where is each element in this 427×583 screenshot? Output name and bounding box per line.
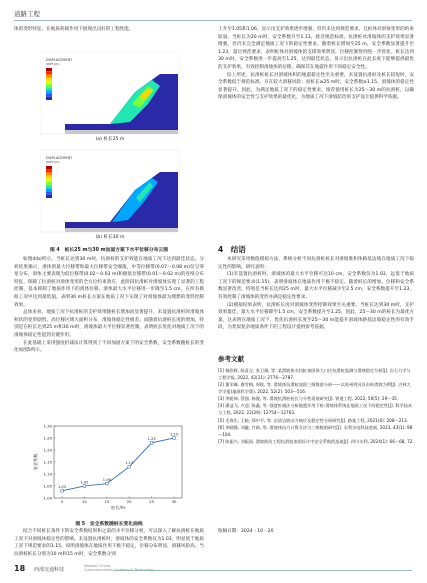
figure-4a-legend xyxy=(46,68,52,100)
data-label: 1.06 xyxy=(102,478,111,482)
figure-5-chart xyxy=(30,418,190,518)
figure-4 xyxy=(40,52,180,242)
figure-4a-panel xyxy=(40,52,180,134)
journal-name: 西部交通科技 xyxy=(34,566,65,573)
figure-4b-legend xyxy=(46,166,52,198)
reference-item: [2] 董军峰, 唐雪梅, 周锐, 等. 滑坡体抗滑桩加固三维数值分析——以贵州剑河县东岭滑坡为例[J]. 吉林大学学报(地球科学版), 2022, 52(2): 503～516. xyxy=(218,382,411,394)
x-tick-label: 20 xyxy=(126,499,132,504)
left-intro: 体的变形特征，在地质荷载作用下展现出良好的工程性能。 xyxy=(14,27,134,32)
y-tick-label: 1.10 xyxy=(43,471,52,477)
figure-4b-label: (b) 桩长30 m xyxy=(95,235,125,240)
data-label: 1.23 xyxy=(147,437,156,442)
journal-name-en-line1: Western China xyxy=(84,564,111,568)
legend-swatch xyxy=(46,71,52,74)
journal-name-en xyxy=(84,564,155,572)
y-axis-label: 安全系数 xyxy=(33,453,38,471)
right-para-3: 本研究采用数值模拟方法，系统分析不同抗滑桩桩长对滑坡堆积体路基边坡在地质工况下稳定性的影响。研究表明： xyxy=(218,257,414,270)
y-tick-label: 1.20 xyxy=(43,447,52,453)
figure-4-caption: 图 4 桩长25 m与30 m加固方案下水平位移分布云图 xyxy=(49,248,169,253)
data-label: 1.05 xyxy=(80,480,89,485)
figure-4a-label: (a) 桩长25 m xyxy=(95,137,125,142)
figure-4a-title: DISPLACEMENT xyxy=(46,58,73,62)
reference-item: [5] 毛春生, 王晓, 郑中平, 等. 岩质边坡动力响应及稳定性分析研究[J]. 路基工程, 2021(6): 208～213. xyxy=(218,417,409,423)
right-para-4: (1)未设置抗滑桩时，滑坡体的最大水平位移可达10 cm，安全系数仅为1.03，远低于地质工况下的规范要求(1.15)，表明滑坡体在地质作用下极不稳定。随着桩长的增加，位移和安全系数显著改善，特别是当桩长达到25 m时，最大水平位移减少至2.5 cm，安全系数提升至1.23，有效控制了滑坡体的变形并满足稳定性要求。 xyxy=(218,272,414,300)
legend-swatch xyxy=(46,68,52,71)
legend-swatch xyxy=(46,78,52,81)
figure-5-caption: 图 5 安全系数随桩长变化曲线 xyxy=(75,522,143,527)
x-tick-label: 15 xyxy=(104,499,110,504)
figure-4b-units: UNIT (m) xyxy=(46,160,60,164)
data-label: 1.13 xyxy=(125,461,134,466)
reference-item: [7] 陈振兴, 刘振国. 滑坡防治工程抗滑桩加固设计中安全系数的选取[J]. 四川水利, 2024(1): 66～68, 72. xyxy=(218,438,414,444)
series-line xyxy=(62,438,174,491)
legend-swatch xyxy=(46,94,52,97)
reference-item: [4] 潘益飞, 卢迎, 陈鑫, 等. 强度折减法分析地震作用下桩-滑坡体系统在地质工况下的稳定性[J]. 科学技术与工程, 2022, 22(29): 12754～12763. xyxy=(218,403,413,416)
section-heading-conclusion: 4 结语 xyxy=(218,245,246,254)
legend-swatch xyxy=(46,192,52,195)
data-point xyxy=(150,442,153,445)
footer-rule xyxy=(114,570,412,571)
figure-4a-units: UNIT (m) xyxy=(46,62,60,66)
legend-swatch xyxy=(46,84,52,87)
legend-swatch xyxy=(46,185,52,188)
reference-item: [6] 李晓静, 刘徽, 甘新, 等. 滑坡体抗力计算方法与三维数值研究[J]. 水利水电科技进展, 2023, 43(1): 98～104. xyxy=(218,424,413,437)
y-tick-label: 1.30 xyxy=(43,423,52,429)
figure-4b-panel xyxy=(40,150,180,232)
x-tick-label: 30 xyxy=(171,499,177,504)
data-point xyxy=(83,485,86,488)
references-heading: 参考文献 xyxy=(218,355,244,363)
y-tick-label: 1.25 xyxy=(43,435,52,441)
right-column-conclusion xyxy=(218,256,414,332)
left-column-bottom xyxy=(14,528,204,558)
plot-frame xyxy=(54,426,182,498)
page-number: 18 xyxy=(14,564,26,573)
x-tick-label: 10 xyxy=(81,499,87,504)
legend-swatch xyxy=(46,74,52,77)
legend-swatch xyxy=(46,169,52,172)
received-date: 收稿日期：2024 - 10 - 20 xyxy=(218,529,274,534)
reference-item: [1] 杨欧辉, 陈喜全, 张卫雄, 等. 某滑坡体支挡桩加固体大口径抗滑桩监测与滑坡稳定分析[J]. 岩石力学与工程学报, 2022, 42(11): 2776～2787. xyxy=(218,368,411,380)
header-rule xyxy=(14,20,412,21)
references-list xyxy=(218,368,414,446)
right-column xyxy=(218,26,414,102)
legend-swatch xyxy=(46,188,52,191)
legend-swatch xyxy=(46,90,52,93)
data-label: 1.03 xyxy=(57,485,67,490)
right-para-5: (2)模拟结果表明，抗滑桩长度对滑坡体变形控制效果至关重要。当桩长达到30 m时，支护效果最佳，最大水平位移降至1.5 cm，安全系数提升至1.25，因此，25～30 m的桩长为最优方案，这表明在地质工况下，优化抗滑桩长度至25～30 m能提升滑坡体路基边坡稳定性的有效手段，为类似复杂地质条件下的工程设计提供参考依据。 xyxy=(218,302,414,331)
legend-swatch xyxy=(46,195,52,198)
y-tick-label: 1.05 xyxy=(43,483,52,489)
y-tick-label: 1.00 xyxy=(43,495,52,501)
legend-swatch xyxy=(46,172,52,175)
data-point xyxy=(173,437,176,440)
x-axis-label: 桩长/m xyxy=(111,505,125,510)
left-para-4: 结合不同桩长条件下的安全系数结果和之前的水平位移分析，可以深入了解抗滑桩在地质工况下对滑坡体稳定性的影响。未设置抗滑桩时，滑坡体的安全系数仅为1.03，明显低于地质工况下规范要求的1.15，说明滑坡体在地质作用下极不稳定，位移分布明显，滑移风险高。当抗滑桩桩长分别为10 m和15 m时，安全系数分别 xyxy=(14,529,204,557)
data-point xyxy=(61,490,64,493)
legend-swatch xyxy=(46,182,52,185)
data-label: 1.25 xyxy=(169,432,179,437)
left-column-lower xyxy=(14,256,204,355)
y-tick-label: 1.15 xyxy=(43,459,52,465)
legend-swatch xyxy=(46,97,52,100)
legend-swatch xyxy=(46,87,52,90)
legend-swatch xyxy=(46,176,52,179)
right-para-2: 综上所述，抗滑桩桩长对滑坡体积的地震稳定性至关重要，未设置抗滑桩及桩长较短时，安全系数低于规范标准，存在较大滑移风险；而桩长≥25 m时，安全系数≥1.15，滑坡体的稳定性显著提升。因此，为满足地质工况下的稳定性要求，推荐使用桩长为25～30 m的抗滑桩，以确保滑坡体的安全性与支护效果的最优化，为地质工况下滑坡防治的支护设计提供科学依据。 xyxy=(218,72,414,101)
reference-item: [3] 李乾坤, 蔡强, 杨俊, 等. 滑坡抗滑桩桩长与分性质规研究[J]. 铁道工程, 2022, 50(5): 29～35. xyxy=(218,396,399,402)
left-para-3: 在此基础上采用强度折减法计算得到了不同加固方案下的安全系数，安全系数随桩长的变化如图5所示。 xyxy=(14,340,204,354)
legend-swatch xyxy=(46,166,52,169)
left-column xyxy=(14,26,204,34)
data-point xyxy=(128,466,131,469)
legend-swatch xyxy=(46,179,52,182)
journal-name-en-line2: Communications Science & Technology xyxy=(84,568,155,573)
left-para-1: 如图4(b)所示，当桩长达到30 m时，抗滑桩的支护效能在地质工况下达到最佳状态。分析结果揭示，滑体的最大位移带和最大位移带安全阈值，中等位移带(0.07～0.08 m)仅呈零星分布，滑体主要表现为低位移带(0.02～0.03 m)和极低位移带(0.01～0.02 m)的连续分布特征，保障了抗滑桩对滑体变形的全方位约束效应，此阶段抗滑桩对滑坡体实现了显著的工程控制，基本抑制了地质作用下的滑体位移。滑体最大水平位移进一步降至1.5 cm，在所有模拟工况中达到最低值。表明30 m桩长方案在地质工况下实现了对滑坡体最为理想的变形控制效果。 xyxy=(14,257,204,308)
running-header: 道路工程 xyxy=(14,10,40,18)
right-para-1: 上升至1.05和1.06，显示出支护效果逐步增强，但仍未达到规范要求，且桩体对滑体变形的约束较弱。当桩长为20 m时，安全系数升至1.13，接近规范标准，抗滑桩对滑坡体的支护效果显著增强，但仍未完全满足地质工况下的稳定性要求。随着桩长增加至25 m，安全系数显著提升至1.23，超过规范要求，表明桩体对滑坡体的支撑效果明显，位移控制得到进一步优化。桩长达到30 m时，安全系数进一步提高至1.25，达到最佳状态，显示出抗滑桩在此长度下能够提供最优的支护效果，有效控制滑坡体的位移，确保其在地震作用下的稳定安全性。 xyxy=(218,27,414,70)
legend-swatch xyxy=(46,81,52,84)
data-point xyxy=(106,482,109,485)
left-para-2: 总体来看，地质工况下抗滑桩的支护效果随桩长增加而显著提升，未设置抗滑桩时滑坡体积状的变形剧烈，高位移区域大面积分布，滑坡体稳定性极差。而随着抗滑桩长度的增加，特别是在桩长达到25 m和30 m时，滑坡体最大平位移显著控制，表明桩长优化对地质工况下的滑坡体稳定性起到关键作用。 xyxy=(14,310,204,338)
page-footer xyxy=(14,564,412,576)
figure-4b-title: DISPLACEMENT xyxy=(46,156,73,160)
x-tick-label: 25 xyxy=(149,499,155,504)
x-tick-label: 0 xyxy=(60,499,64,504)
